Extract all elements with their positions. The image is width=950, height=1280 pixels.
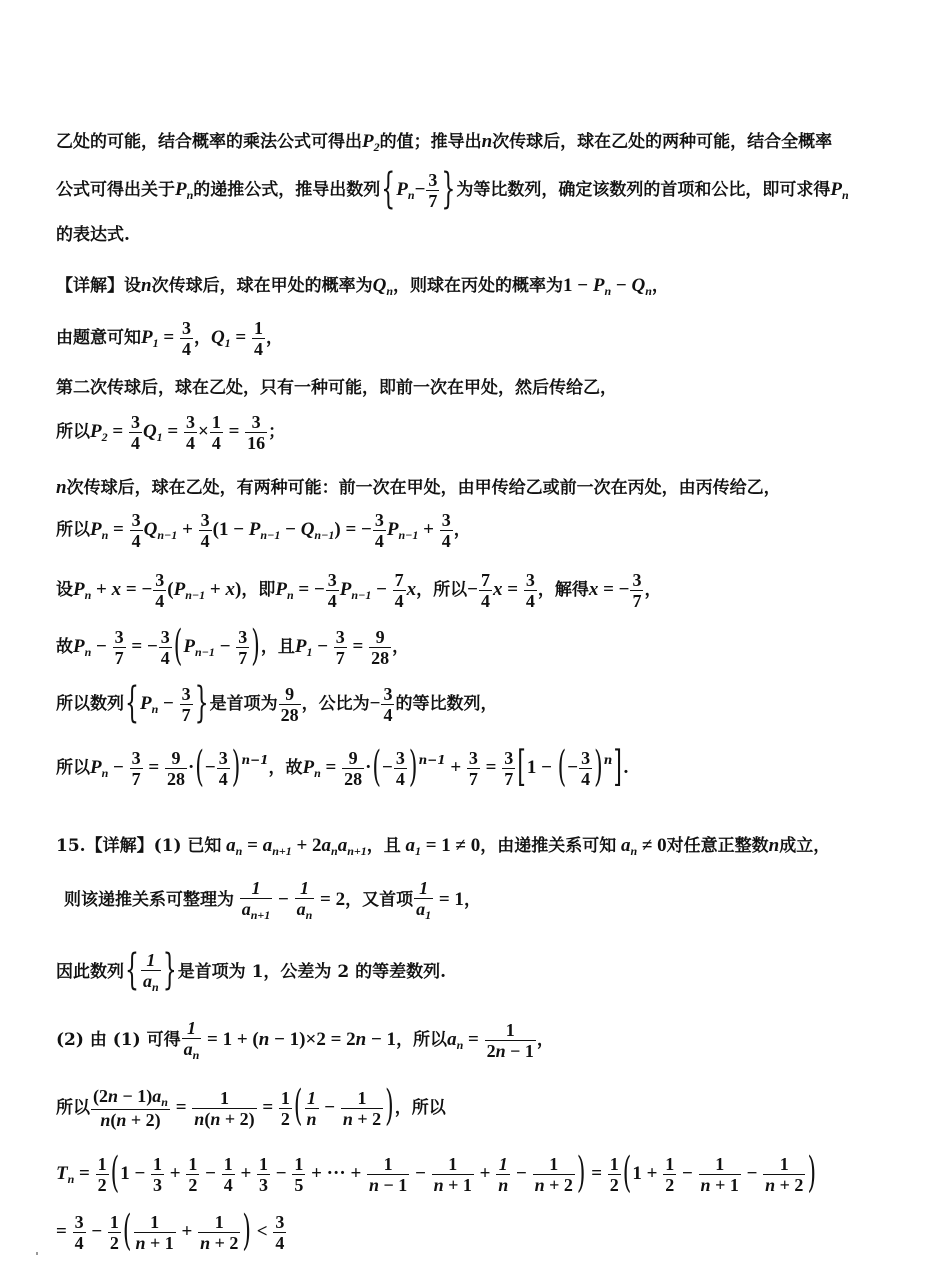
text: ， (536, 1029, 554, 1050)
math: $P_2$ (362, 131, 380, 154)
text-line-7: 所以$P_2$ = $\frac{3}{4}$ $Q_1$ = $\frac{3}{4}$ × $\frac{1}{4}$ = $\frac{3}{16}$ ； (56, 412, 286, 454)
math: $P_n$ (175, 179, 194, 203)
text-line-15: 则该递推关系可整理为 $\frac{1}{a_{n+1}}$ − $\frac{1}{a_n}$ = 2，又首项 $\frac{1}{a_1}$ = 1， (64, 878, 481, 923)
text: 次传球后，球在乙处，有两种可能：前一次在甲处，由甲传给乙或前一次在丙处，由丙传给乙， (66, 478, 781, 498)
text: ， (651, 276, 669, 296)
text: ，由递推关系可知 (480, 836, 617, 856)
text: 的递推公式，推导出数列 (193, 180, 381, 201)
text: (2) 由 (1) 可得 (56, 1029, 181, 1050)
text: ， (193, 328, 211, 349)
text: 所以数列 (56, 694, 124, 715)
text-line-11: 故$P_n$ − $\frac{3}{7}$ = − $\frac{3}{4}$ ($P_{n-1}$ − $\frac{3}{7}$ )，且$P_1$ − $\frac{3}{7}$ = $\frac{9}{28}$ ， (56, 622, 410, 671)
text: ，所以 (394, 1097, 446, 1118)
text-line-12: 所以数列{$P_n$ − $\frac{3}{7}$ }是首项为 $\frac{9}{28}$ ，公比为− $\frac{3}{4}$ 的等比数列， (56, 679, 498, 728)
text-line-20: = $\frac{3}{4}$ − $\frac{1}{2}$ ( $\frac{1}{n + 1}$ + $\frac{1}{n + 2}$ ) < $\frac{3}{4}$ (56, 1207, 285, 1256)
text: 【详解】设 (56, 276, 141, 296)
text: 是首项为 1，公差为 2 的等差数列. (177, 961, 447, 982)
text-line-5: 由题意可知$P_1$ = $\frac{3}{4}$ ，$Q_1$ = $\frac{1}{4}$ ， (56, 318, 283, 360)
text-line-6 (56, 380, 617, 397)
text: ， (266, 328, 283, 349)
text: ，且 (366, 836, 401, 856)
text-line-1 (56, 132, 832, 153)
text: ，所以 (396, 1029, 448, 1050)
text-line-3 (56, 227, 130, 244)
text-line-8: n次传球后，球在乙处，有两种可能：前一次在甲处，由甲传给乙或前一次在丙处，由丙传给乙， (56, 477, 781, 498)
text: 15.【详解】(1) 已知 (56, 836, 222, 856)
text: ，则球在丙处的概率为 (393, 276, 563, 296)
text: 对任意正整数 (666, 836, 769, 856)
text: 故 (56, 637, 73, 658)
text: 的等比数列， (395, 694, 498, 715)
text: 所以 (56, 422, 90, 443)
text: 次传球后，球在甲处的概率为 (151, 276, 373, 296)
text: ，且 (260, 637, 295, 658)
text: 因此数列 (56, 961, 124, 982)
text-line-17: (2) 由 (1) 可得 $\frac{1}{a_n}$ = 1 + (n − 1)×2 = 2n − 1，所以$a_n$ = $\frac{1}{2n - 1}$ ， (56, 1018, 554, 1063)
text: ，又首项 (345, 889, 414, 910)
scan-artifact (36, 1252, 38, 1255)
text: 次传球后，球在乙处的两种可能，结合全概率 (492, 132, 833, 152)
text: ， (453, 520, 471, 541)
text-line-16: 因此数列{ $\frac{1}{a_n}$ }是首项为 1，公差为 2 的等差数列. (56, 947, 447, 996)
text-line-2: 公式可得出关于$P_n$的递推公式，推导出数列{$P_n-$ $\frac{3}{7}$ }为等比数列，确定该数列的首项和公比，即可求得$P_n$ (56, 165, 849, 214)
text: 为等比数列，确定该数列的首项和公比，即可求得 (456, 180, 831, 201)
text-line-14: 15.【详解】(1) 已知 $a_n = a_{n+1} + 2a_na_{n+1}$，且 $a_1 = 1 \ne 0$，由递推关系可知 $a_n \ne 0$对任意正整数n成立， (56, 835, 831, 858)
text: . (623, 758, 629, 779)
text: ，解得 (537, 580, 589, 601)
text: ， (392, 637, 410, 658)
text: 的表达式. (56, 225, 130, 245)
text: ，即 (241, 580, 276, 601)
text: ，所以 (416, 580, 468, 601)
text: 公式可得出关于 (56, 180, 175, 201)
text-line-19: $T_n$ = $\frac{1}{2}$ (1 − $\frac{1}{3}$ + $\frac{1}{2}$ − $\frac{1}{4}$ + $\frac{1}{3}$ − $\frac{1}{5}$ + ··· + $\frac{1}{n - 1}$ − $\frac{1}{n + 1}$ + $\frac{1}{n}$ − $\frac{1}{n + 2}$ ) = $\frac{1}{2}$ (1 + $\frac{1}{2}$ − $\frac{1}{n + 1}$ − $\frac{1}{n + 2}$ ) (56, 1149, 817, 1198)
text: ， (644, 580, 662, 601)
text: 所以 (56, 520, 90, 541)
math: n (481, 131, 493, 152)
text: 由题意可知 (56, 328, 141, 349)
text: ； (268, 422, 286, 443)
text: 的值；推导出 (379, 132, 482, 152)
text-line-9: 所以$P_n$ = $\frac{3}{4}$ $Q_{n-1}$ + $\frac{3}{4}$ $(1 - P_{n-1} - Q_{n-1})$ = − $\frac{3}{4}$ $P_{n-1}$ + $\frac{3}{4}$ ， (56, 510, 471, 552)
text: 乙处的可能，结合概率的乘法公式可得出 (56, 132, 362, 152)
text: 所以 (56, 1097, 90, 1118)
text: 是首项为 (209, 694, 278, 715)
text: 成立， (779, 836, 831, 856)
text: ， (463, 889, 481, 910)
text-line-18: 所以 $\frac{(2n - 1)a_n}{n(n + 2)}$ = $\frac{1}{n(n + 2)}$ = $\frac{1}{2}$ ( $\frac{1}{n}$ − $\frac{1}{n + 2}$ )，所以 (56, 1083, 446, 1132)
text-line-13: 所以$P_n$ − $\frac{3}{7}$ = $\frac{9}{28}$ ·(− $\frac{3}{4}$ )$^{n-1}$，故$P_n$ = $\frac{9}{28}$ ·(− $\frac{3}{4}$ )$^{n-1}$ + $\frac{3}{7}$ = $\frac{3}{7}$ [1 − (− $\frac{3}{4}$ )$^n$]. (56, 743, 629, 792)
text: 所以 (56, 758, 90, 779)
text-line-4: 【详解】设n次传球后，球在甲处的概率为$Q_n$，则球在丙处的概率为$1 - P_n - Q_n$， (56, 275, 669, 298)
text: ，公比为 (301, 694, 370, 715)
text-line-10: 设$P_n + x$ = − $\frac{3}{4}$ $(P_{n-1} + x)$，即$P_n$ = − $\frac{3}{4}$ $P_{n-1}$ − $\frac{7}{4}$ x，所以− $\frac{7}{4}$ x = $\frac{3}{4}$ ，解得x = − $\frac{3}{7}$ ， (56, 570, 662, 612)
text: 第二次传球后，球在乙处，只有一种可能，即前一次在甲处，然后传给乙， (56, 378, 617, 398)
text: 设 (56, 580, 73, 601)
text: ，故 (268, 758, 303, 779)
text: 则该递推关系可整理为 (64, 889, 234, 910)
